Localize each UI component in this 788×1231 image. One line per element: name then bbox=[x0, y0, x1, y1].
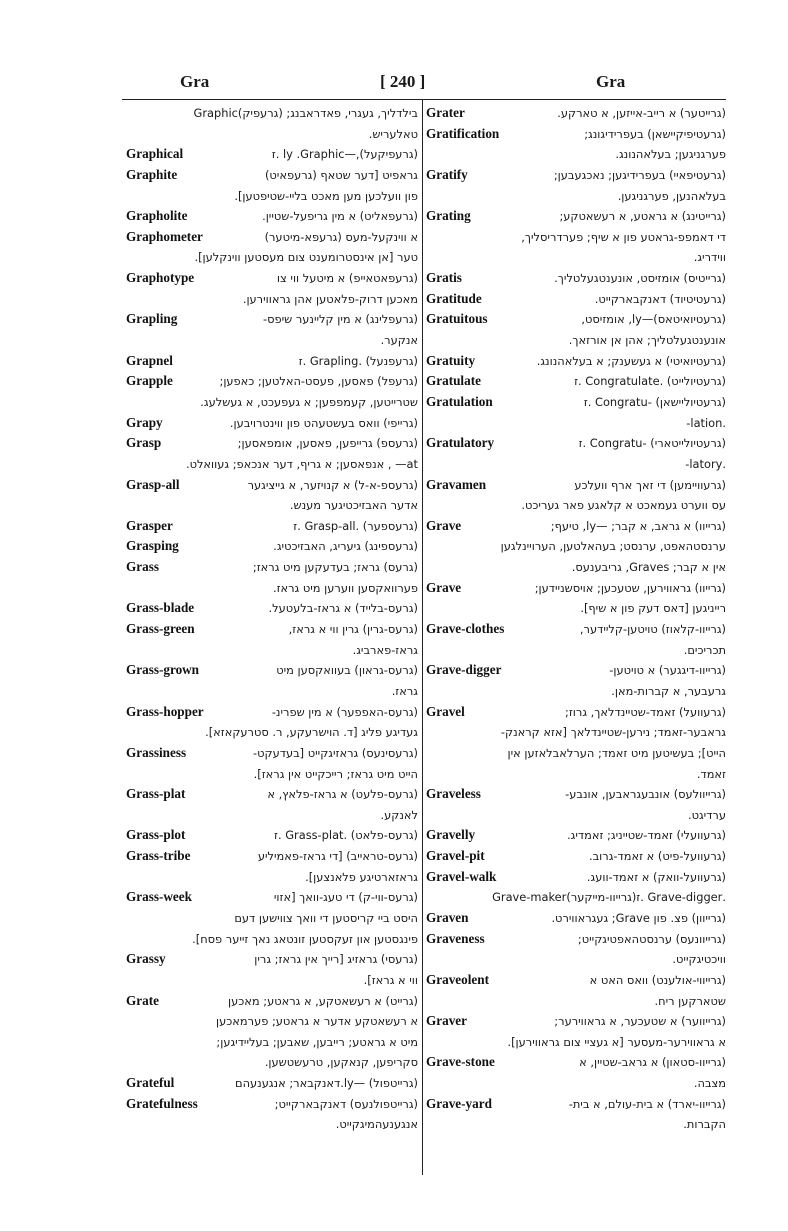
dictionary-line bbox=[126, 825, 418, 846]
definition-text: שטרייטען, קעמפפען; א געפעכט, א געשלעג. bbox=[200, 394, 418, 409]
dictionary-line bbox=[126, 867, 418, 888]
headword: Grater bbox=[426, 105, 465, 120]
definition-text: בילדליך, געגרי, פאדראבנג; (גרעפיק)Graphic bbox=[193, 106, 418, 120]
headword: Gravel-pit bbox=[426, 848, 485, 864]
definition-text: גראפיט [דער שטאף (גרעפאיט) bbox=[264, 167, 418, 182]
headword: Gravelly bbox=[426, 827, 476, 843]
dictionary-line bbox=[426, 330, 726, 351]
dictionary-line bbox=[426, 949, 726, 970]
definition-text: (גרעוועל) זאמד-שטיינדלאך, גרוז; bbox=[565, 704, 726, 719]
definition-text: (גרעטיפאיי) בעפרידיגען; נאכגעבען; bbox=[553, 167, 726, 182]
definition-text: .lation- bbox=[686, 415, 726, 430]
dictionary-line bbox=[126, 309, 418, 330]
dictionary-line bbox=[426, 764, 726, 785]
headword: Grassy bbox=[126, 951, 166, 967]
dictionary-line bbox=[126, 392, 418, 413]
dictionary-line bbox=[426, 454, 726, 475]
definition-text: פינגסטען און זעקסטען זונטאג נאך זייער פסח]. bbox=[192, 931, 418, 946]
headword: Gratis bbox=[426, 270, 462, 286]
page-number: [ 240 ] bbox=[380, 72, 426, 91]
definition-text: גראזארטיגע פלאנצען]. bbox=[305, 869, 418, 884]
header-right-guide-word: Gra bbox=[596, 72, 626, 91]
definition-text: (גרעפאטאייפ) א מיטעל ווי צו bbox=[276, 271, 418, 286]
definition-text: (גרעטיואיטאס)—ly, אומזיסט, bbox=[581, 312, 726, 327]
definition-text: גראז-פארביג. bbox=[352, 642, 418, 657]
definition-text: (גרעסינעס) גראזיגקייט [בעדעקט- bbox=[253, 745, 418, 760]
definition-text: (גרייפי) וואס בעשטעהט פון ווינטרויבען. bbox=[229, 415, 418, 430]
dictionary-line bbox=[126, 805, 418, 826]
definition-text: (גרייוונעס) ערנסטהאפטיגקייט; bbox=[577, 931, 726, 946]
dictionary-line bbox=[426, 413, 726, 434]
dictionary-line bbox=[426, 970, 726, 991]
definition-text: (גרעפלינג) א מין קליינער שיפס- bbox=[262, 312, 418, 327]
definition-text: (גרייטיס) אומזיסט, אונענטגעלטליך. bbox=[554, 271, 726, 286]
dictionary-line bbox=[126, 578, 418, 599]
definition-text: תכריכים. bbox=[683, 642, 726, 657]
definition-text: (גרייוו-קלאוז) טויטען-קליידער, bbox=[579, 622, 726, 637]
headword: Grass-grown bbox=[126, 662, 200, 678]
headword: Graver bbox=[426, 1013, 468, 1029]
definition-text: (גרעספ-א-ל) א קנויזער, א גייציגער bbox=[247, 477, 418, 492]
dictionary-line bbox=[126, 516, 418, 537]
dictionary-line bbox=[426, 351, 726, 372]
definition-text: (גרייט) א רעשאטקע, א גראטע; מאכען bbox=[228, 993, 418, 1008]
dictionary-line bbox=[126, 743, 418, 764]
definition-text: פערגניגען; בעלאהנונג. bbox=[615, 147, 726, 162]
dictionary-line bbox=[126, 413, 418, 434]
headword: Gratify bbox=[426, 166, 468, 182]
headword: Grass-tribe bbox=[126, 848, 191, 864]
dictionary-line bbox=[426, 660, 726, 681]
dictionary-line bbox=[126, 846, 418, 867]
definition-text: (גרעטיפיקיישאן) בעפרידיגונג; bbox=[584, 126, 726, 141]
dictionary-line bbox=[126, 887, 418, 908]
dictionary-line bbox=[126, 454, 418, 475]
definition-text: הייט]; בעשיטען מיט זאמד; הערלאבלאזען אין bbox=[507, 745, 726, 760]
definition-text: די דאמפפ-גראטע פון א שיף; פערדריסליך, bbox=[521, 229, 726, 244]
definition-text: (גרייוון) פצ. פון Grave; געגראווירט. bbox=[551, 910, 726, 925]
definition-text: (גרייוו) א גראב, א קבר; —ly, טיעף; bbox=[550, 518, 726, 533]
dictionary-line bbox=[426, 433, 726, 454]
dictionary-line bbox=[426, 309, 726, 330]
definition-text: .latory- bbox=[685, 456, 726, 471]
definition-text: (גרעס-בלייד) א גראז-בלעטעל. bbox=[268, 601, 418, 616]
dictionary-line bbox=[426, 516, 726, 537]
definition-text: טער [אן אינסטרומענט צום מעסטען ווינקלען]. bbox=[194, 250, 418, 265]
column-divider bbox=[422, 100, 423, 1175]
definition-text: (גרעספ) גרייפען, פאסען, אומפאסען; bbox=[237, 436, 418, 451]
definition-text: (גרעספינג) גיעריג, האבזיכטיג. bbox=[273, 539, 418, 554]
dictionary-line bbox=[426, 144, 726, 165]
headword: Graphometer bbox=[126, 228, 203, 244]
headword: Grasper bbox=[126, 517, 173, 533]
dictionary-line bbox=[426, 475, 726, 496]
headword: Grave-digger bbox=[426, 662, 502, 678]
headword: Gravel-walk bbox=[426, 868, 497, 884]
headword: Grave-clothes bbox=[426, 621, 505, 637]
dictionary-line bbox=[126, 681, 418, 702]
dictionary-line bbox=[426, 867, 726, 888]
headword: Gravel bbox=[426, 703, 465, 719]
dictionary-line bbox=[426, 640, 726, 661]
dictionary-line bbox=[126, 1032, 418, 1053]
headword: Grateful bbox=[126, 1075, 175, 1091]
dictionary-line bbox=[426, 268, 726, 289]
dictionary-line bbox=[126, 722, 418, 743]
definition-text: אנקער. bbox=[380, 333, 418, 348]
dictionary-line bbox=[126, 268, 418, 289]
headword: Grass bbox=[126, 559, 159, 575]
dictionary-line bbox=[126, 970, 418, 991]
dictionary-line bbox=[126, 557, 418, 578]
headword: Grapnel bbox=[126, 352, 173, 368]
definition-text: זאמד. bbox=[696, 766, 726, 781]
headword: Grass-green bbox=[126, 621, 195, 637]
headword: Graven bbox=[426, 909, 469, 925]
headword: Gratification bbox=[426, 125, 500, 141]
dictionary-line bbox=[126, 598, 418, 619]
dictionary-line bbox=[426, 1011, 726, 1032]
dictionary-line bbox=[426, 1032, 726, 1053]
dictionary-line bbox=[426, 247, 726, 268]
definition-text: הקברות. bbox=[683, 1117, 726, 1132]
definition-text: לאנקע. bbox=[380, 807, 418, 822]
definition-text: ווי א גראז]. bbox=[363, 972, 418, 987]
running-head bbox=[110, 72, 720, 96]
dictionary-line bbox=[426, 557, 726, 578]
dictionary-line bbox=[126, 764, 418, 785]
definition-text: ווידריג. bbox=[693, 250, 726, 265]
definition-text: אין א קבר; Graves, גריבענעס. bbox=[571, 560, 726, 575]
headword: Grasp-all bbox=[126, 476, 180, 492]
definition-text: (גרעוויימען) די זאך ארף וועלכע bbox=[574, 477, 726, 492]
definition-text: .Grave-digger .ז(גרייוו-מייקער)Grave-maker bbox=[492, 890, 726, 905]
definition-text: וויכטיגקייט. bbox=[672, 952, 726, 967]
definition-text: שטארקען ריח. bbox=[654, 993, 726, 1008]
dictionary-line bbox=[426, 206, 726, 227]
dictionary-line bbox=[426, 722, 726, 743]
dictionary-line bbox=[426, 743, 726, 764]
dictionary-line bbox=[426, 227, 726, 248]
dictionary-line bbox=[426, 495, 726, 516]
definition-text: (גרייטפולנעס) דאנקבארקייט; bbox=[274, 1096, 418, 1111]
dictionary-line bbox=[126, 908, 418, 929]
definition-text: (גרעטיואיטי) א געשענק; א בעלאהנונג. bbox=[536, 353, 726, 368]
definition-text: (גרעס-גראון) בעוואקסען מיט bbox=[276, 663, 418, 678]
dictionary-line bbox=[126, 124, 418, 145]
headword: Grapling bbox=[126, 311, 178, 327]
dictionary-line bbox=[426, 186, 726, 207]
definition-text: (גרייטער) א רייב-אייזען, א טארקע. bbox=[557, 106, 726, 120]
definition-text: הייט מיט גראז; רייכקייט אין גראז]. bbox=[253, 766, 418, 781]
dictionary-line bbox=[126, 289, 418, 310]
definition-text: (גרעוועל-פיט) א זאמד-גרוב. bbox=[588, 849, 726, 864]
definition-text: גרעבער, א קברות-מאן. bbox=[611, 683, 726, 698]
headword: Grass-blade bbox=[126, 600, 195, 616]
definition-text: (גרעפאליט) א מין גריפעל-שטיין. bbox=[262, 209, 418, 224]
definition-text: מאכען דרוק-פלאטען אהן גראווירען. bbox=[242, 291, 418, 306]
headword: Grave-yard bbox=[426, 1095, 492, 1111]
dictionary-line bbox=[426, 392, 726, 413]
dictionary-line bbox=[426, 536, 726, 557]
dictionary-line bbox=[426, 846, 726, 867]
definition-text: (גרעס-טראייב) [די גראז-פאמיליע bbox=[257, 849, 418, 864]
definition-text: א גראווירער-מעסער [א געציי צום גראווירען]. bbox=[507, 1034, 726, 1049]
dictionary-line bbox=[426, 784, 726, 805]
definition-text: (גרעסי) גראזיג [רייך אין גראז; גרין bbox=[254, 952, 418, 967]
definition-text: (גרעטיוליישאן) -Congratu .ז bbox=[583, 394, 726, 409]
definition-text: היסט ביי קריסטען די וואך צווישען דעם bbox=[234, 910, 418, 925]
definition-text: (גרעס-האפפער) א מין שפרינ- bbox=[271, 704, 418, 719]
definition-text: (גרעס-ווי-ק) די טעג-וואך [אזוי bbox=[273, 890, 418, 905]
left-column bbox=[126, 103, 418, 1178]
dictionary-line bbox=[126, 536, 418, 557]
definition-text: (גרעס-פלאט) .Grass-plat .ז bbox=[274, 828, 418, 843]
definition-text: (גרייוו-סטאון) א גראב-שטיין, א bbox=[579, 1055, 726, 1070]
definition-text: (גרעס-פלעט) א גראז-פלאץ, א bbox=[267, 787, 418, 802]
headword: Graveness bbox=[426, 930, 485, 946]
dictionary-line bbox=[126, 929, 418, 950]
headword: Grate bbox=[126, 992, 159, 1008]
headword: Grave bbox=[426, 579, 462, 595]
definition-text: (גרייוו-דיגגער) א טויטען- bbox=[609, 663, 726, 678]
dictionary-line bbox=[426, 908, 726, 929]
definition-text: (גרעטיולייטארי) -Congratu .ז bbox=[578, 436, 726, 451]
headword: Grass-hopper bbox=[126, 703, 204, 719]
dictionary-line bbox=[426, 1052, 726, 1073]
headword: Grass-plat bbox=[126, 786, 186, 802]
definition-text: (גרייוולעס) אונבעגראבען, אונבע- bbox=[565, 787, 726, 802]
definition-text: (גרעס-גרין) גרין ווי א גראז, bbox=[288, 622, 418, 637]
definition-text: (גרעס) גראז; בעדעקען מיט גראז; bbox=[252, 560, 418, 575]
dictionary-line bbox=[126, 1114, 418, 1135]
headword: Grating bbox=[426, 208, 471, 224]
definition-text: רייניגען [דאס דעק פון א שיף]. bbox=[580, 601, 726, 616]
headword: Grapple bbox=[126, 373, 173, 389]
headword: Gravamen bbox=[426, 476, 487, 492]
dictionary-line bbox=[126, 1052, 418, 1073]
dictionary-line bbox=[126, 1073, 418, 1094]
definition-text: אונענטגעלטליך; אהן אן אורזאך. bbox=[568, 333, 726, 348]
dictionary-line bbox=[426, 1114, 726, 1135]
definition-text: בעלאהנען, פערגניגען. bbox=[617, 188, 726, 203]
definition-text: א רעשאטקע אדער א גראטע; פערמאכען bbox=[216, 1014, 418, 1029]
headword: Grapy bbox=[126, 414, 163, 430]
dictionary-line bbox=[426, 681, 726, 702]
dictionary-line bbox=[126, 433, 418, 454]
headword: Gratulation bbox=[426, 393, 493, 409]
dictionary-line bbox=[426, 887, 726, 908]
definition-text: (גרייוו-יארד) א בית-עולם, א בית- bbox=[568, 1096, 726, 1111]
dictionary-line bbox=[126, 660, 418, 681]
dictionary-line bbox=[126, 103, 418, 124]
dictionary-line bbox=[426, 825, 726, 846]
dictionary-line bbox=[126, 495, 418, 516]
headword: Grass-plot bbox=[126, 827, 186, 843]
definition-text: מצבה. bbox=[693, 1076, 726, 1091]
dictionary-line bbox=[126, 475, 418, 496]
definition-text: גראז. bbox=[391, 683, 418, 698]
headword: Graveolent bbox=[426, 971, 489, 987]
dictionary-line bbox=[426, 103, 726, 124]
header-left-guide-word: Gra bbox=[180, 72, 210, 91]
definition-text: (גרעפיקעל),—ly .Graphic .ז bbox=[271, 147, 418, 162]
definition-text: אדער האבזיכטיגער מענש. bbox=[289, 498, 418, 513]
dictionary-line bbox=[426, 165, 726, 186]
definition-text: מיט א גראטע; רייבען, שאבען; בעליידיגען; bbox=[216, 1034, 418, 1049]
definition-text: (גרעטיטיוד) דאנקבארקייט. bbox=[594, 291, 726, 306]
dictionary-line bbox=[126, 640, 418, 661]
dictionary-line bbox=[126, 144, 418, 165]
definition-text: (גרעטיולייט) .Congratulate .ז bbox=[574, 374, 726, 389]
dictionary-line bbox=[126, 227, 418, 248]
headword: Gratefulness bbox=[126, 1095, 198, 1111]
definition-text: ערנסטהאפט, ערנסט; בעהאלטען, הערויינלגען bbox=[500, 539, 726, 554]
definition-text: סקריפען, קנאקען, טרעשטשען. bbox=[264, 1055, 418, 1070]
definition-text: (גרייווי-אולענט) וואס האט א bbox=[589, 972, 726, 987]
headword: Gratulatory bbox=[426, 435, 495, 451]
definition-text: (גרעוועל-וואק) א זאמד-וועג. bbox=[586, 869, 726, 884]
dictionary-line bbox=[426, 598, 726, 619]
dictionary-line bbox=[426, 578, 726, 599]
headword: Grasping bbox=[126, 538, 179, 554]
dictionary-line bbox=[426, 805, 726, 826]
definition-text: (גרייטינג) א גראטע, א רעשאטקע; bbox=[559, 209, 726, 224]
headword: Graveless bbox=[426, 786, 481, 802]
dictionary-line bbox=[126, 702, 418, 723]
dictionary-line bbox=[126, 619, 418, 640]
headword: Grass-week bbox=[126, 889, 192, 905]
definition-text: פון וועלכען מען מאכט בליי-שטיפטען]. bbox=[234, 188, 418, 203]
definition-text: גראבער-זאמד; נירען-שטיינדלאך [אזא קראנק- bbox=[500, 725, 726, 740]
dictionary-line bbox=[126, 330, 418, 351]
headword: Gratulate bbox=[426, 373, 481, 389]
dictionary-line bbox=[426, 289, 726, 310]
definition-text: פערוואקסען ווערען מיט גראז. bbox=[272, 580, 418, 595]
dictionary-line bbox=[426, 619, 726, 640]
dictionary-line bbox=[426, 1073, 726, 1094]
headword: Grapholite bbox=[126, 208, 188, 224]
definition-text: ערדיגט. bbox=[687, 807, 726, 822]
dictionary-line bbox=[126, 206, 418, 227]
definition-text: (גרייוו) גראווירען, שטעכען; אויסשניידען; bbox=[534, 580, 726, 595]
dictionary-line bbox=[126, 186, 418, 207]
headword: Graphite bbox=[126, 166, 178, 182]
headword: Gratuity bbox=[426, 352, 476, 368]
definition-text: (גרייווער) א שטעכער, א גראווירער; bbox=[554, 1014, 726, 1029]
dictionary-line bbox=[126, 1011, 418, 1032]
definition-text: טאלעריש. bbox=[368, 126, 418, 141]
definition-text: א ווינקעל-מעס (גרעפא-מיטער) bbox=[264, 229, 418, 244]
dictionary-line bbox=[426, 1094, 726, 1115]
headword: Grassiness bbox=[126, 744, 187, 760]
definition-text: עס ווערט געמאכט א קלאגע פאר געריכט. bbox=[521, 498, 726, 513]
definition-text: (גרעוועלי) זאמד-שטייניג; זאמדיג. bbox=[567, 828, 726, 843]
dictionary-line bbox=[126, 247, 418, 268]
dictionary-line bbox=[426, 702, 726, 723]
dictionary-line bbox=[126, 371, 418, 392]
dictionary-line bbox=[126, 165, 418, 186]
definition-text: (גרעפל) פאסען, פעסט-האלטען; כאפען; bbox=[219, 374, 418, 389]
definition-text: אנגענעהמיגקייט. bbox=[335, 1117, 418, 1132]
headword: Gratuitous bbox=[426, 311, 488, 327]
header-rule bbox=[122, 99, 726, 100]
dictionary-line bbox=[426, 124, 726, 145]
dictionary-line bbox=[126, 991, 418, 1012]
dictionary-line bbox=[126, 949, 418, 970]
dictionary-line bbox=[426, 929, 726, 950]
definition-text: (גרעפנעל) .Grapling .ז bbox=[298, 353, 418, 368]
right-column bbox=[426, 103, 726, 1178]
definition-text: (גרעספער) .Grasp-all .ז bbox=[293, 518, 418, 533]
headword: Gratitude bbox=[426, 290, 482, 306]
dictionary-line bbox=[426, 991, 726, 1012]
headword: Grave bbox=[426, 517, 462, 533]
headword: Grave-stone bbox=[426, 1054, 495, 1070]
definition-text: at— , אנפאסען; א גריף, דער אנכאפ; געוואלט. bbox=[185, 456, 418, 471]
dictionary-line bbox=[126, 784, 418, 805]
dictionary-line bbox=[126, 1094, 418, 1115]
headword: Graphotype bbox=[126, 270, 195, 286]
definition-text: (גרייטפול) —ly.דאנקבאר; אנגענעהם bbox=[235, 1076, 418, 1091]
dictionary-line bbox=[126, 351, 418, 372]
headword: Grasp bbox=[126, 435, 162, 451]
dictionary-line bbox=[426, 371, 726, 392]
definition-text: געדיגע פליג [ד. הוישרעקע, ר. סטרעקאזא]. bbox=[205, 725, 418, 740]
headword: Graphical bbox=[126, 146, 184, 162]
